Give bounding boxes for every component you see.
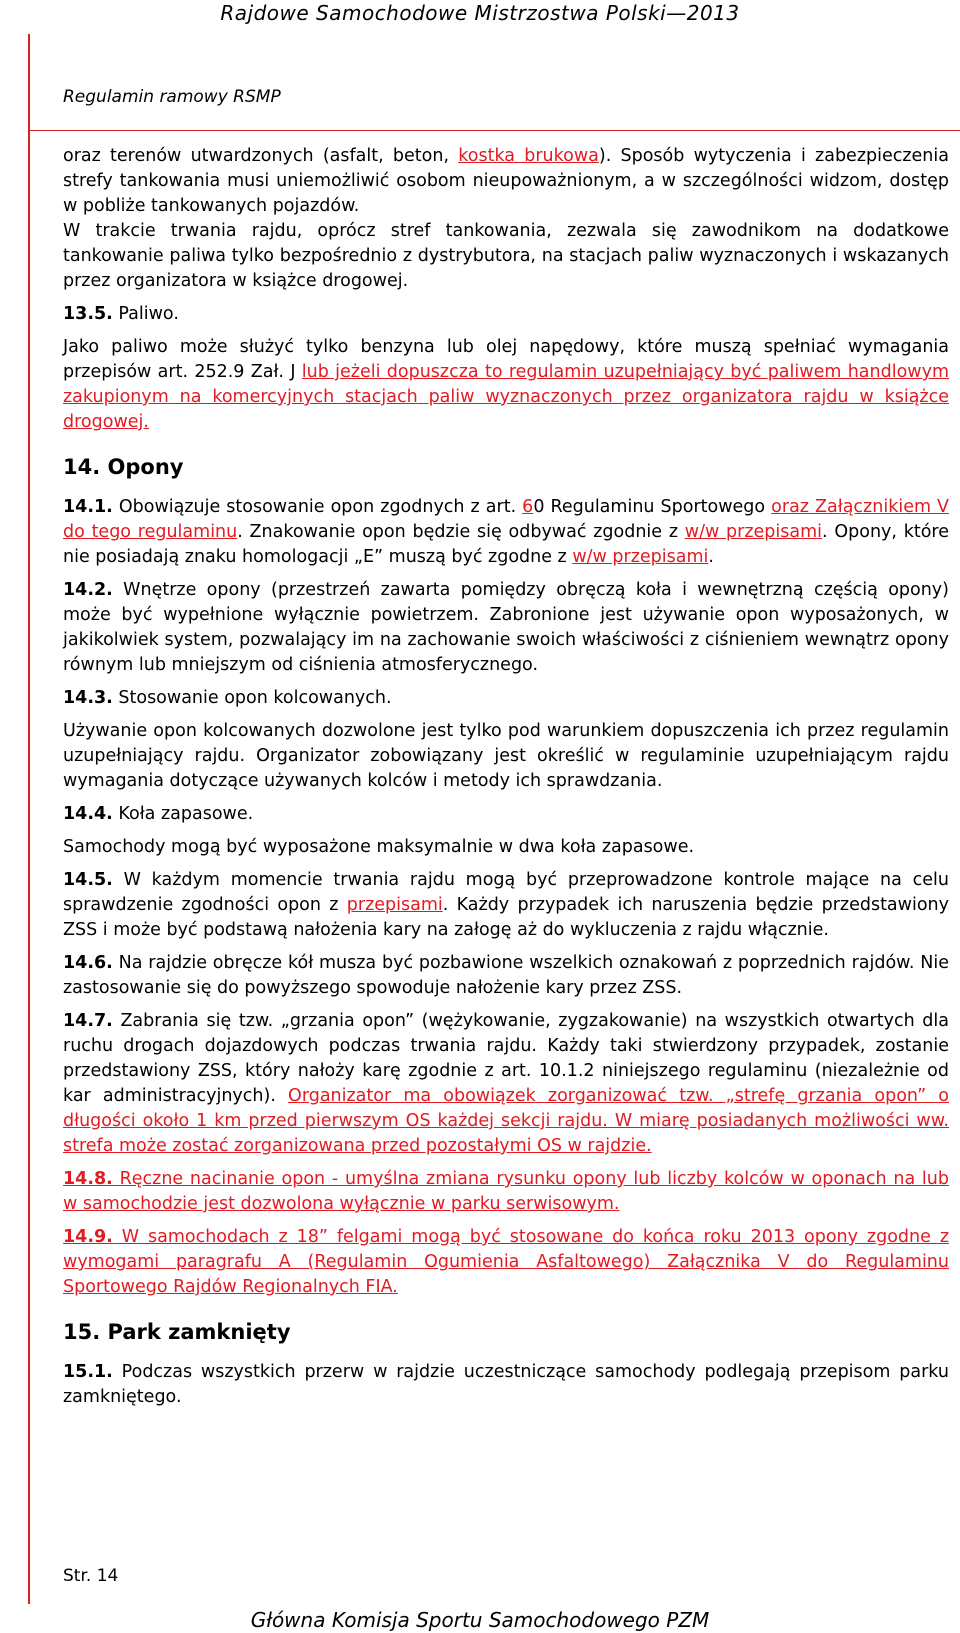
- tracked-change: Organizator ma obowiązek zorganizować tzw. „strefę grzania opon” o długości około 1 km przed pierwszym OS każdej sekcji rajdu. W miarę posiadanych możliwości ww. strefa może zostać zorganizowana przed pozostałymi OS w rajdzie.: [63, 1086, 949, 1156]
- paragraph-14-7: 14.7. Zabrania się tzw. „grzania opon” (wężykowanie, zygzakowanie) na wszystkich otwartych dla ruchu drogach dojazdowych podczas trwania rajdu. Każdy taki stwierdzony przypadek, zostanie przedstawiony ZSS, który nałoży karę zgodnie z art. 10.1.2 niniejszego regulaminu (niezależnie od kar administracyjnych). Organizator ma obowiązek zorganizować tzw. „strefę grzania opon” o długości około 1 km przed pierwszym OS każdej sekcji rajdu. W miarę posiadanych możliwości ww. strefa może zostać zorganizowana przed pozostałymi OS w rajdzie.: [63, 1011, 949, 1156]
- paragraph-14-9: 14.9. W samochodach z 18” felgami mogą być stosowane do końca roku 2013 opony zgodne z wymogami paragrafu A (Regulamin Ogumienia Asfaltowego) Załącznika V do Regulaminu Sportowego Rajdów Regionalnych FIA.: [63, 1227, 949, 1297]
- paragraph-14-3: Używanie opon kolcowanych dozwolone jest tylko pod warunkiem dopuszczenia ich przez regulamin uzupełniający rajdu. Organizator zobowiązany jest określić w regulaminie uzupełniającym rajdu wymagania dotyczące używanych kolców i metody ich sprawdzania.: [63, 721, 949, 791]
- document-body: [63, 144, 949, 1418]
- paragraph-refuel-zone: oraz terenów utwardzonych (asfalt, beton, kostka brukowa). Sposób wytyczenia i zabezpieczenia strefy tankowania musi uniemożliwić osobom nieupoważnionym, a w szczególności widzom, dostęp w pobliże tankowanych pojazdów.: [63, 146, 949, 216]
- paragraph-refuel-stations: W trakcie trwania rajdu, oprócz stref tankowania, zezwala się zawodnikom na dodatkowe tankowanie paliwa tylko bezpośrednio z dystrybutora, na stacjach paliw wyznaczonych i wskazanych przez organizatora w książce drogowej.: [63, 221, 949, 291]
- paragraph-14-2: 14.2. Wnętrze opony (przestrzeń zawarta pomiędzy obręczą koła i wewnętrzną częścią opony) może być wypełnione wyłącznie powietrzem. Zabronione jest używanie opon wyposażonych, w jakikolwiek system, pozwalający im na zachowanie swoich właściwości z ciśnieniem wewnątrz opony równym lub mniejszym od ciśnienia atmosferycznego.: [63, 580, 949, 675]
- margin-rule: [28, 34, 30, 1604]
- section-14-3-heading: 14.3. Stosowanie opon kolcowanych.: [63, 688, 392, 708]
- tracked-change: lub jeżeli dopuszcza to regulamin uzupełniający być paliwem handlowym zakupionym na komercyjnych stacjach paliw wyznaczonych przez organizatora rajdu w książce drogowej.: [63, 362, 949, 432]
- page-number: Str. 14: [63, 1566, 119, 1586]
- paragraph-14-5: 14.5. W każdym momencie trwania rajdu mogą być przeprowadzone kontrole mające na celu sprawdzenie zgodności opon z przepisami. Każdy przypadek ich naruszenia będzie przedstawiony ZSS i może być podstawą nałożenia kary na załogę aż do wykluczenia z rajdu włącznie.: [63, 870, 949, 940]
- section-14-4-heading: 14.4. Koła zapasowe.: [63, 804, 254, 824]
- section-13-5-heading: 13.5. Paliwo.: [63, 304, 179, 324]
- header-rule: [28, 130, 960, 131]
- tracked-change: kostka brukowa: [458, 146, 599, 166]
- section-15-heading: 15. Park zamknięty: [63, 1320, 291, 1344]
- header-subtitle: Regulamin ramowy RSMP: [63, 87, 281, 107]
- paragraph-fuel: Jako paliwo może służyć tylko benzyna lub olej napędowy, które muszą spełniać wymagania przepisów art. 252.9 Zał. J lub jeżeli dopuszcza to regulamin uzupełniający być paliwem handlowym zakupionym na komercyjnych stacjach paliw wyznaczonych przez organizatora rajdu w książce drogowej.: [63, 337, 949, 432]
- paragraph-14-1: 14.1. Obowiązuje stosowanie opon zgodnych z art. 60 Regulaminu Sportowego oraz Załącznikiem V do tego regulaminu. Znakowanie opon będzie się odbywać zgodnie z w/w przepisami. Opony, które nie posiadają znaku homologacji „E” muszą być zgodne z w/w przepisami.: [63, 497, 950, 567]
- paragraph-14-8: 14.8. Ręczne nacinanie opon - umyślna zmiana rysunku opony lub liczby kolców w oponach na lub w samochodzie jest dozwolona wyłącznie w parku serwisowym.: [63, 1169, 949, 1214]
- paragraph-14-6: 14.6. Na rajdzie obręcze kół musza być pozbawione wszelkich oznakowań z poprzednich rajdów. Nie zastosowanie się do powyższego spowoduje nałożenie kary przez ZSS.: [63, 953, 949, 998]
- section-14-heading: 14. Opony: [63, 455, 184, 479]
- paragraph-15-1: 15.1. Podczas wszystkich przerw w rajdzie uczestniczące samochody podlegają przepisom parku zamkniętego.: [63, 1362, 949, 1407]
- footer: Główna Komisja Sportu Samochodowego PZM: [250, 1608, 710, 1632]
- header-title: Rajdowe Samochodowe Mistrzostwa Polski—2013: [220, 1, 740, 25]
- paragraph-14-4: Samochody mogą być wyposażone maksymalnie w dwa koła zapasowe.: [63, 837, 695, 857]
